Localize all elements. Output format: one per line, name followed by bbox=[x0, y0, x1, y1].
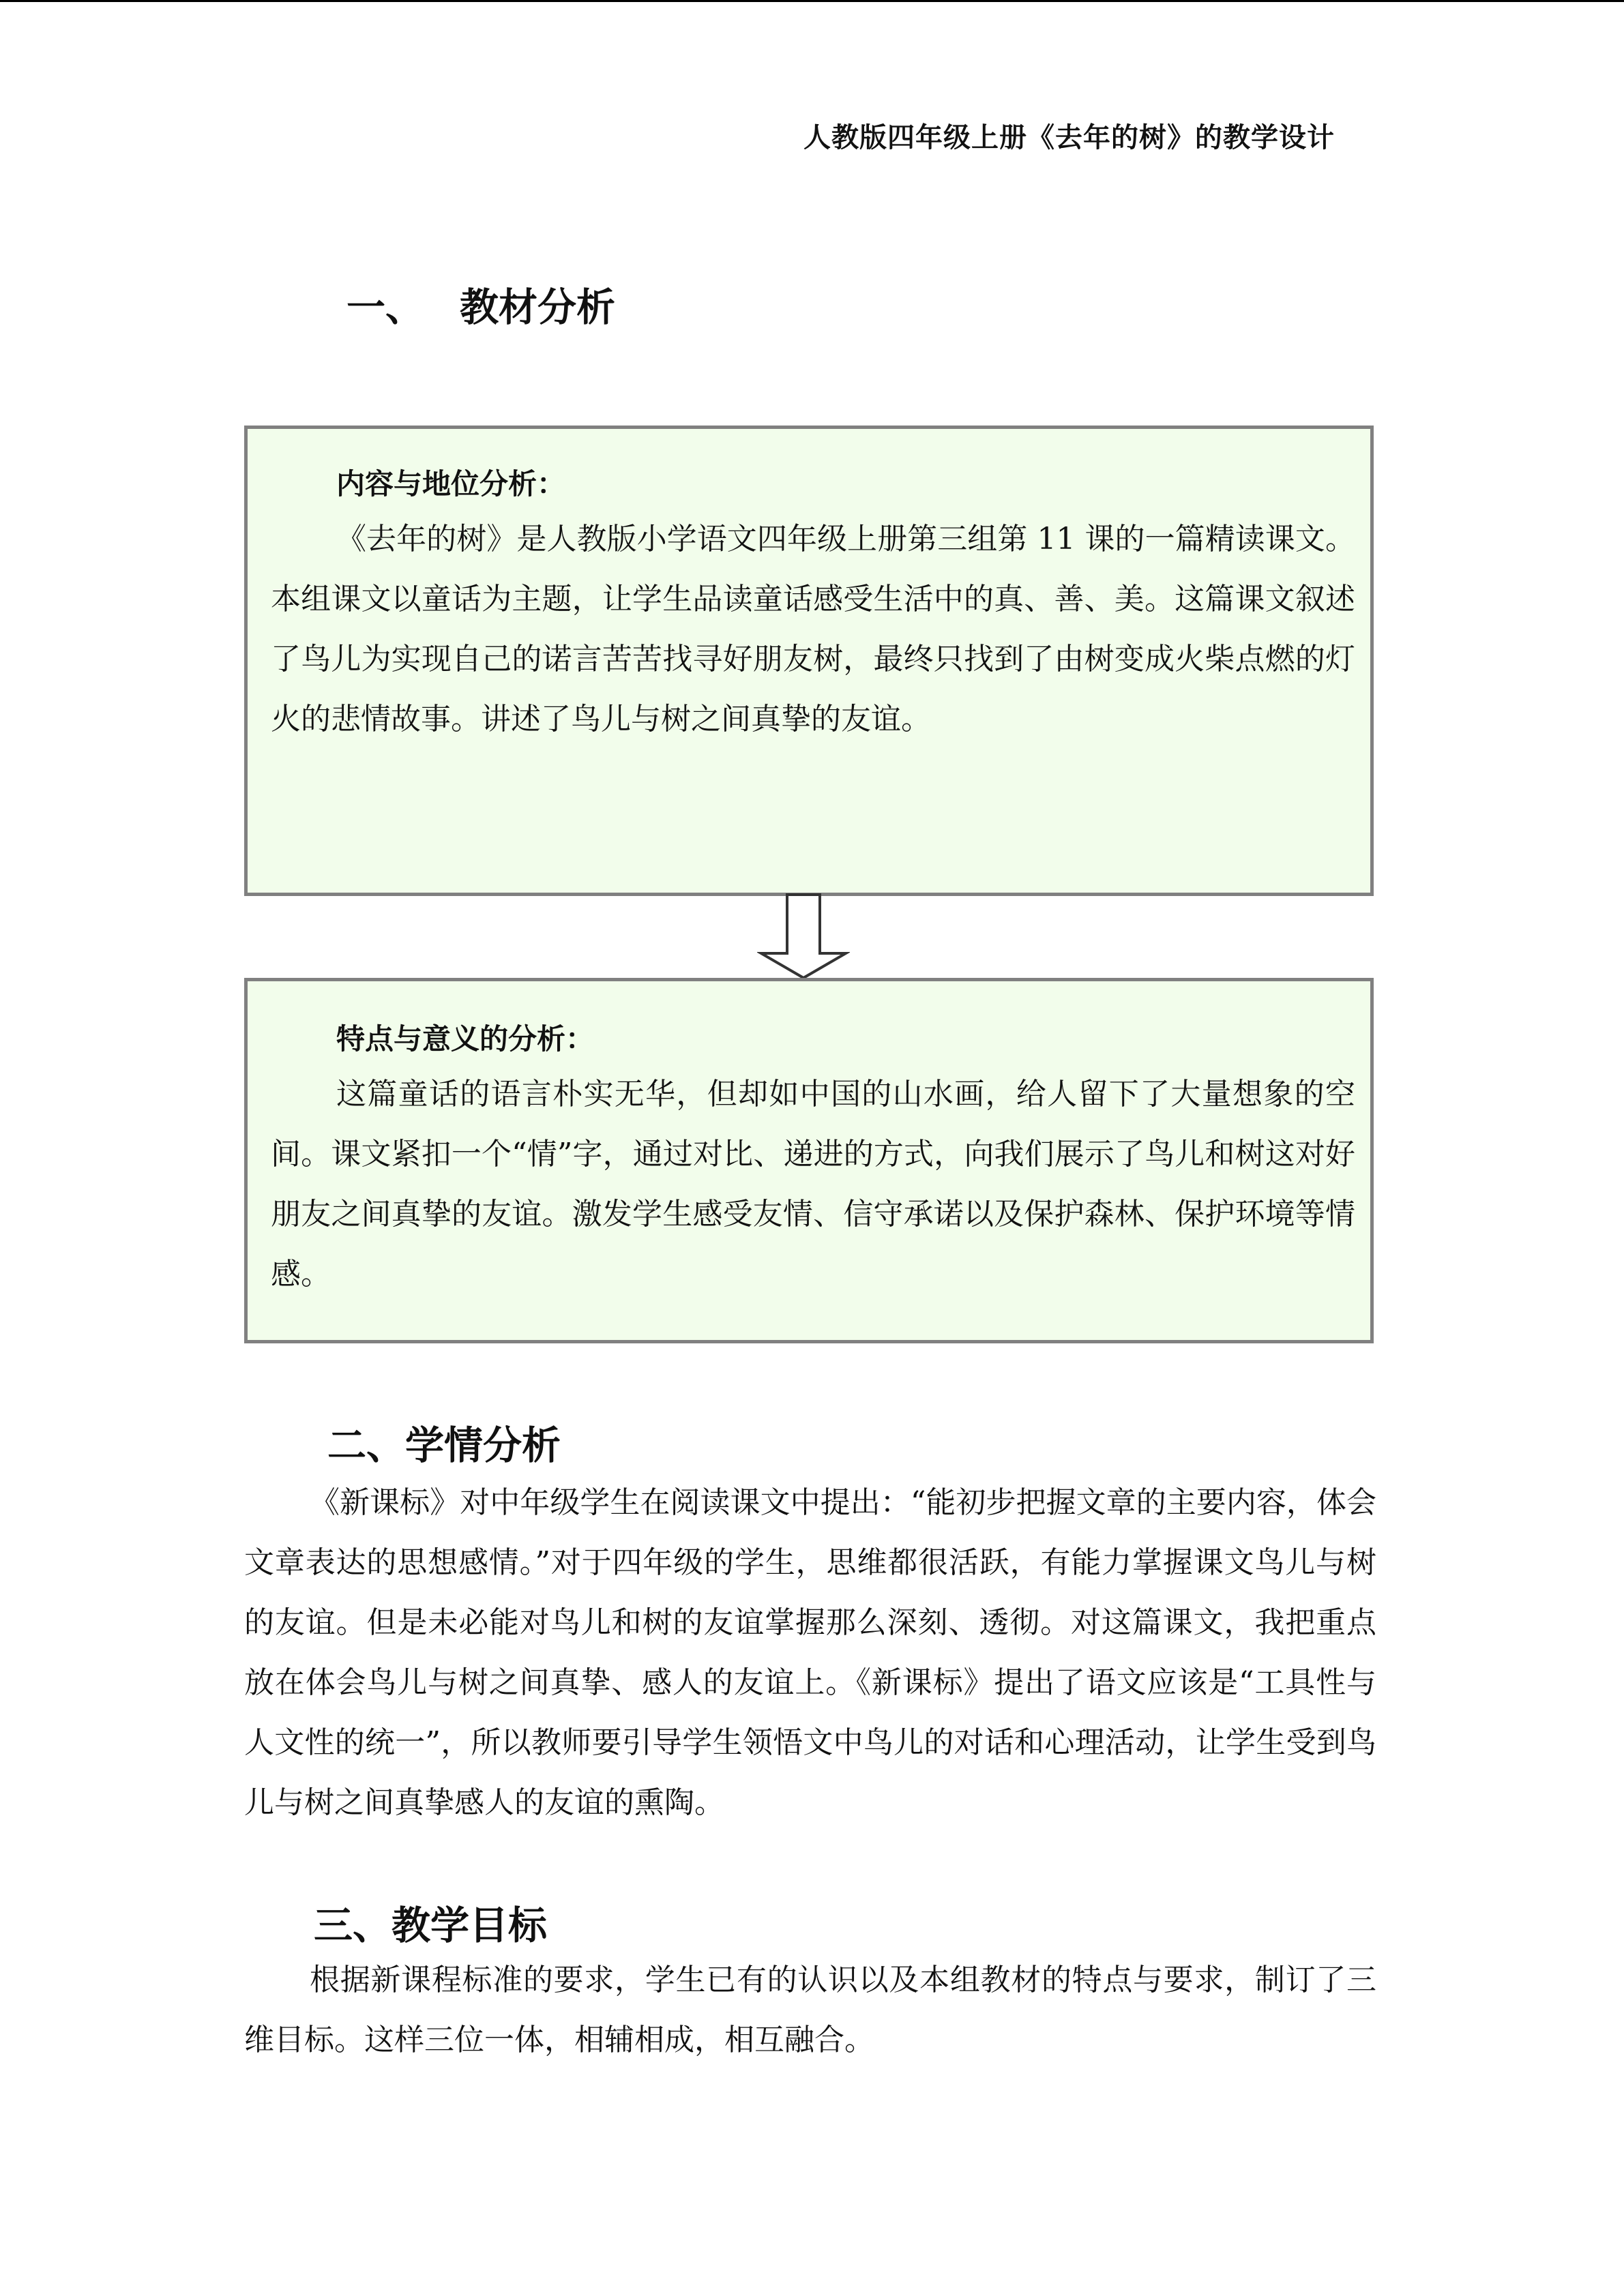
section-3-title: 三、教学目标 bbox=[314, 1903, 547, 1948]
page-top-rule bbox=[0, 0, 1624, 2]
content-position-text: 《去年的树》是人教版小学语文四年级上册第三组第 11 课的一篇精读课文。本组课文以童话为主题，让学生品读童话感受生活中的真、善、美。这篇课文叙述了鸟儿为实现自己的诺言苦苦找寻好朋友树，最终只找到了由树变成火柴点燃的灯火的悲情故事。讲述了鸟儿与树之间真挚的友谊。 bbox=[271, 522, 1355, 736]
section-1-label: 教材分析 bbox=[460, 285, 615, 330]
feature-meaning-text: 这篇童话的语言朴实无华，但却如中国的山水画，给人留下了大量想象的空间。课文紧扣一个“情”字，通过对比、递进的方式，向我们展示了鸟儿和树这对好朋友之间真挚的友谊。激发学生感受友情、信守承诺以及保护森林、保护环境等情感。 bbox=[271, 1077, 1355, 1292]
down-arrow-icon bbox=[757, 893, 850, 981]
document-header: 人教版四年级上册《去年的树》的教学设计 bbox=[803, 122, 1335, 153]
section-2-paragraph: 《新课标》对中年级学生在阅读课文中提出：“能初步把握文章的主要内容，体会文章表达的思想感情。”对于四年级的学生，思维都很活跃，有能力掌握课文鸟儿与树的友谊。但是未必能对鸟儿和树的友谊掌握那么深刻、透彻。对这篇课文，我把重点放在体会鸟儿与树之间真挚、感人的友谊上。《新课标》提出了语文应该是“工具性与人文性的统一”，所以教师要引导学生领悟文中鸟儿的对话和心理活动，让学生受到鸟儿与树之间真挚感人的友谊的熏陶。 bbox=[244, 1485, 1376, 1820]
feature-meaning-heading: 特点与意义的分析： bbox=[336, 1022, 595, 1056]
feature-meaning-analysis-box bbox=[244, 978, 1374, 1343]
content-position-heading: 内容与地位分析： bbox=[336, 467, 566, 501]
section-1-title bbox=[346, 276, 615, 332]
content-position-analysis-box bbox=[244, 426, 1374, 896]
section-3-paragraph: 根据新课程标准的要求，学生已有的认识以及本组教材的特点与要求，制订了三维目标。这样三位一体，相辅相成，相互融合。 bbox=[244, 1963, 1376, 2057]
section-1-number: 一、 bbox=[346, 285, 424, 330]
section-2-title: 二、学情分析 bbox=[327, 1423, 561, 1468]
